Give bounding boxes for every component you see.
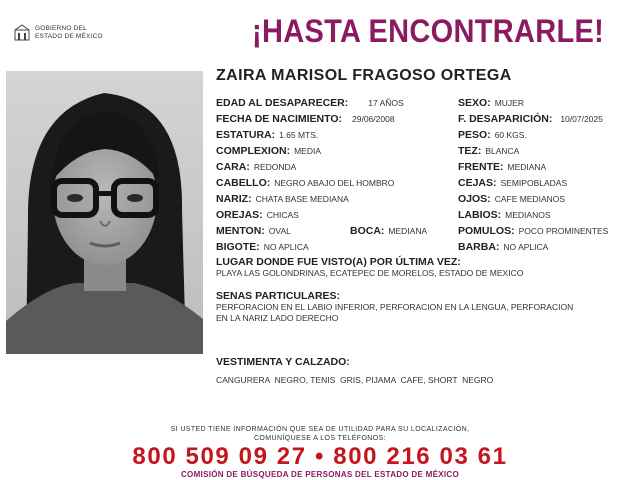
phone-number-1[interactable]: 800 509 09 27 [132,443,307,470]
field-boca [350,224,427,237]
field-label: CARA: [216,161,250,173]
last-seen-value: PLAYA LAS GOLONDRINAS, ECATEPEC DE MORELOS, ESTADO DE MEXICO [216,268,524,278]
field-value: NO APLICA [503,242,549,252]
field-orejas [216,208,299,221]
field-value: POCO PROMINENTES [518,226,609,236]
headline: ¡HASTA ENCONTRARLE! [252,14,605,50]
field-label: BOCA: [350,225,385,237]
field-desaparicion [458,112,603,125]
field-bigote [216,240,309,253]
clothing-section [216,356,493,386]
field-label: SEXO: [458,97,491,109]
field-value: NEGRO ABAJO DEL HOMBRO [274,178,395,188]
field-label: NARIZ: [216,193,252,205]
field-value: 10/07/2025 [560,114,603,124]
person-photo [6,71,203,354]
field-value: 29/06/2008 [352,114,395,124]
field-cara [216,160,296,173]
field-label: BARBA: [458,241,500,253]
field-label: MENTON: [216,225,265,237]
info-line-2: COMUNÍQUESE A LOS TELÉFONOS: [253,434,387,442]
field-tez [458,144,519,157]
clothing-label: VESTIMENTA Y CALZADO: [216,356,350,368]
clothing-value: CANGURERA NEGRO, TENIS GRIS, PIJAMA CAFE, SHORT NEGRO [216,375,494,385]
field-label: LABIOS: [458,209,502,221]
info-line-1: SI USTED TIENE INFORMACIÓN QUE SEA DE UTILIDAD PARA SU LOCALIZACIÓN, [170,426,470,433]
field-label: PESO: [458,129,491,141]
field-label: POMULOS: [458,225,515,237]
field-label: FECHA DE NACIMIENTO: [216,113,342,125]
field-label: FRENTE: [458,161,504,173]
field-value: SEMIPOBLADAS [500,178,568,188]
field-pomulos [458,224,608,237]
field-value: 17 AÑOS [368,98,404,108]
logo-line-1: GOBIERNO DEL [35,25,87,32]
person-name: ZAIRA MARISOL FRAGOSO ORTEGA [216,67,512,84]
field-value: CAFE MEDIANOS [494,194,566,204]
field-value: REDONDA [253,162,297,172]
field-nacimiento [216,112,395,125]
particular-marks-line-2: EN LA NARIZ LADO DERECHO [216,313,339,323]
field-label: CEJAS: [458,177,497,189]
field-value: MEDIANOS [505,210,551,220]
field-label: ESTATURA: [216,129,276,141]
field-label: CABELLO: [216,177,271,189]
field-value: OVAL [268,226,291,236]
field-complexion [216,144,321,157]
field-cabello [216,176,394,189]
field-value: BLANCA [485,146,520,156]
field-label: OREJAS: [216,209,263,221]
field-ojos [458,192,565,205]
field-label: BIGOTE: [216,241,260,253]
field-sexo [458,96,524,109]
field-value: MEDIANA [507,162,547,172]
field-value: MEDIANA [388,226,428,236]
field-edad [216,96,404,109]
field-barba [458,240,548,253]
government-logo [14,22,124,44]
field-menton [216,224,291,237]
field-estatura [216,128,318,141]
last-seen-section [216,256,523,279]
last-seen-label: LUGAR DONDE FUE VISTO(A) POR ÚLTIMA VEZ: [216,256,461,268]
field-label: TEZ: [458,145,482,157]
field-label: EDAD AL DESAPARECER: [216,97,349,109]
state-emblem-icon [14,24,30,42]
field-label: F. DESAPARICIÓN: [458,113,553,125]
portrait-image [6,71,203,354]
field-value: 60 KGS. [494,130,527,140]
field-cejas [458,176,567,189]
particular-marks-label: SENAS PARTICULARES: [216,290,341,302]
particular-marks-section [216,290,573,324]
field-value: 1.65 MTS. [279,130,319,140]
field-value: CHATA BASE MEDIANA [255,194,349,204]
field-value: CHICAS [266,210,299,220]
field-value: NO APLICA [263,242,309,252]
field-label: OJOS: [458,193,491,205]
phone-separator: • [314,443,325,470]
particular-marks-line-1: PERFORACION EN EL LABIO INFERIOR, PERFORACION EN LA LENGUA, PERFORACION [216,302,574,312]
field-peso [458,128,527,141]
phone-number-2[interactable]: 800 216 03 61 [333,443,508,470]
field-label: COMPLEXION: [216,145,291,157]
field-value: MEDIA [294,146,322,156]
phone-numbers [0,443,640,471]
field-frente [458,160,546,173]
contact-info [0,426,640,443]
logo-line-2: ESTADO DE MÉXICO [35,33,103,40]
commission-name: COMISIÓN DE BÚSQUEDA DE PERSONAS DEL ESTADO DE MÉXICO [180,470,459,479]
field-nariz [216,192,349,205]
field-labios [458,208,551,221]
field-value: MUJER [494,98,524,108]
